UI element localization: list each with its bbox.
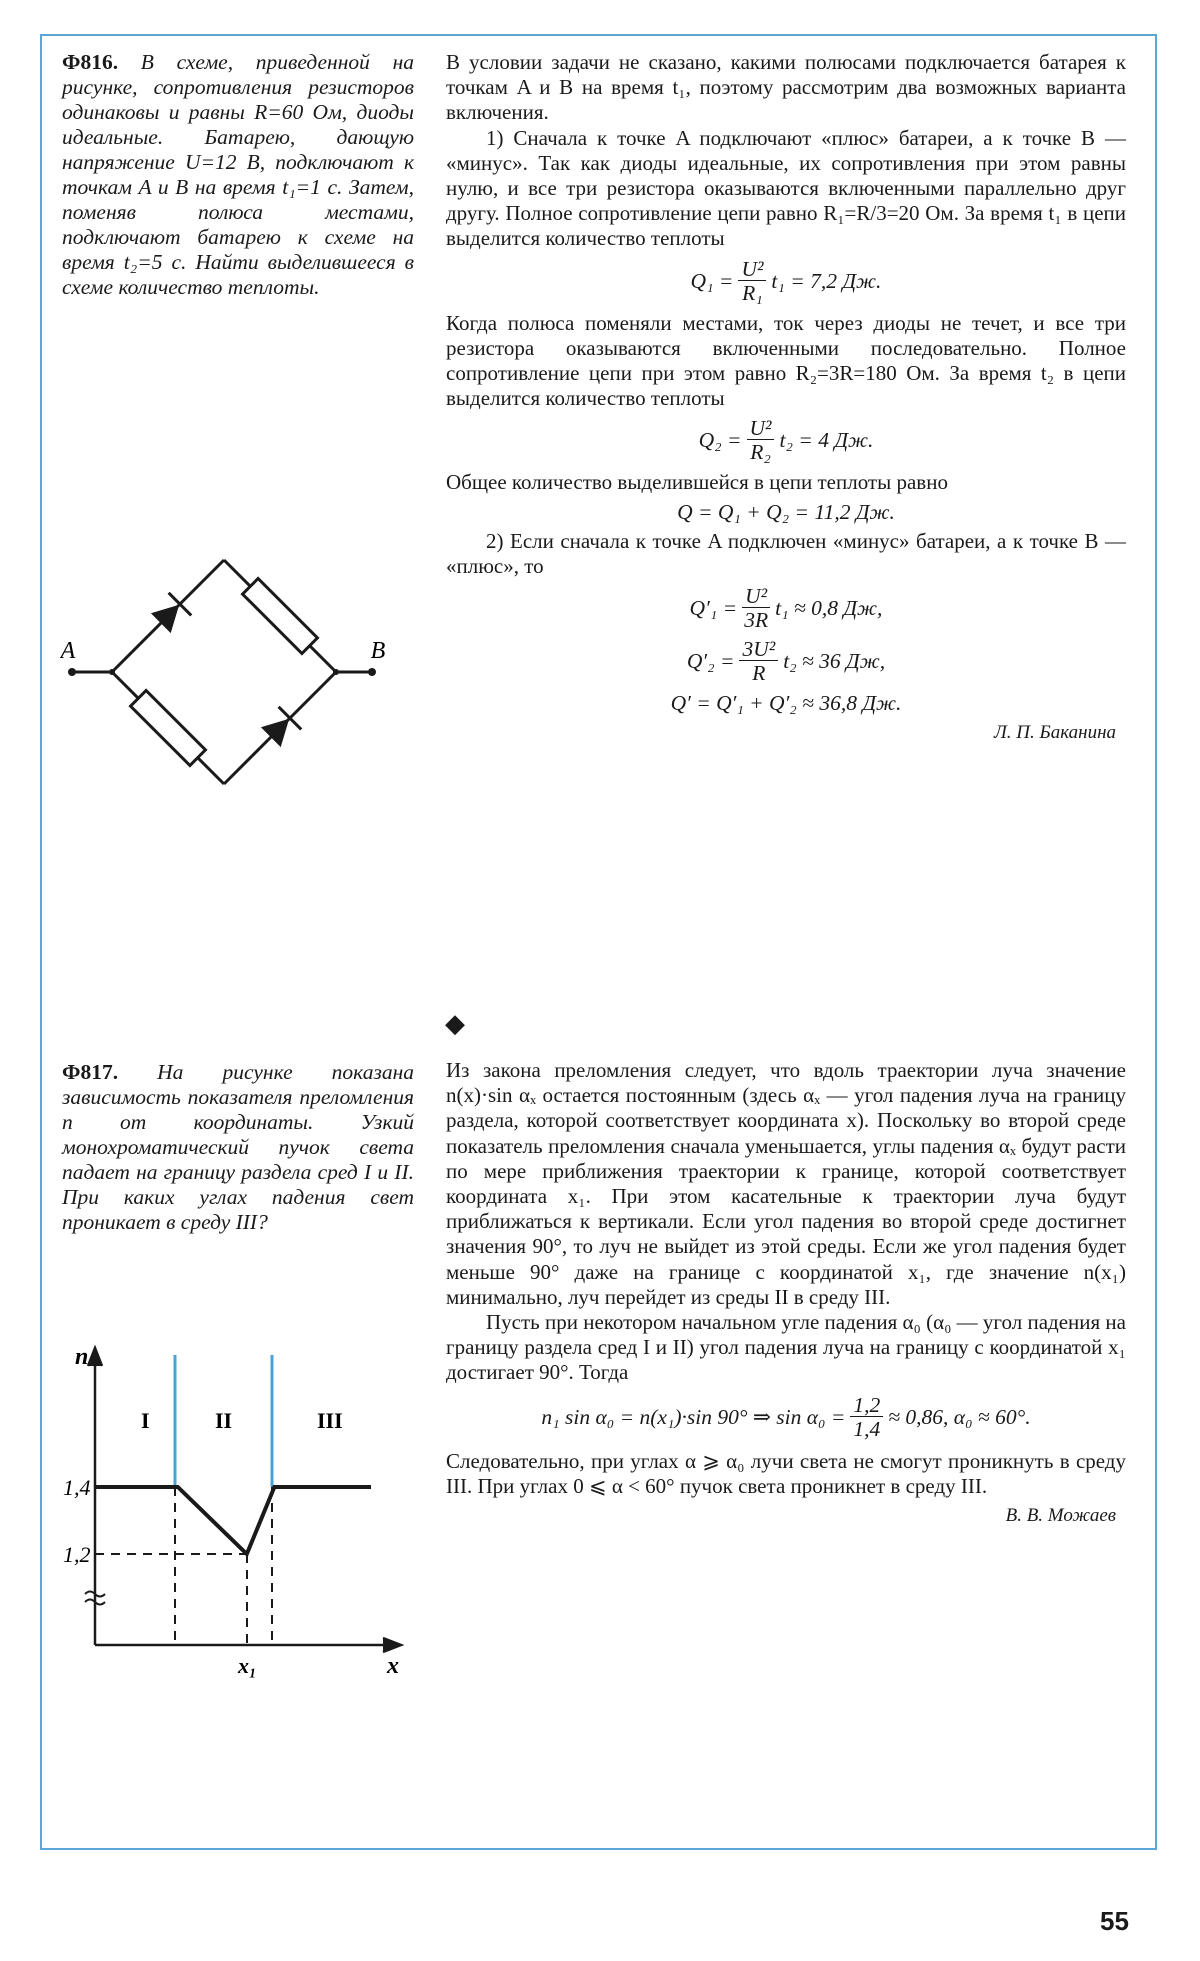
problem-816-condition <box>62 50 414 300</box>
author-817: В. В. Можаев <box>1005 1505 1116 1527</box>
tick-label-1-2: 1,2 <box>63 1542 91 1567</box>
label-b: B <box>370 638 386 664</box>
problem-816-text: В схеме, приведенной на рисунке, сопротивления резисторов одинаковы и равны R=60 Ом, диоды идеальные. Батарею, дающую напряжение U=12 В, подключают к точкам A и B на время t₁=1 с. Затем, поменяв полюса местами, подключают батарею к схеме на время t₂=5 с. Найти выделившееся в схеме количество теплоты. <box>62 50 414 299</box>
circuit-diagram <box>60 550 410 800</box>
axis-label-n: n <box>75 1344 89 1370</box>
formula-q1: Q₁ = $\frac{\text{U²}}{\text{R₁}}$ t₁ = 7,2 Дж. <box>690 256 882 305</box>
problem-816-label: Ф816. <box>62 50 119 74</box>
formula-q-total: Q = Q₁ + Q₂ = 11,2 Дж. <box>677 499 895 524</box>
axis-label-x: x <box>387 1653 399 1679</box>
solution-816-case2: 2) Если сначала к точке A подключен «минус» батареи, а к точке B — «плюс», то <box>446 528 1126 579</box>
separator-diamond: ◆ <box>445 1009 465 1038</box>
terminal-b <box>368 668 376 676</box>
solution-816-swap: Когда полюса поменяли местами, ток через диоды не течет, и все три резистора оказываются включенными последовательно. Полное сопротивление цепи при этом равно R₂=3R=180 Ом. За время t₂ в цепи выделится количество теплоты <box>446 310 1126 411</box>
refraction-graph <box>55 1340 415 1700</box>
resistor-2 <box>131 691 206 766</box>
region-label-3: III <box>317 1408 343 1433</box>
solution-817-p3: Следовательно, при углах α ⩾ α₀ лучи света не смогут проникнуть в среду III. При углах 0 ⩽ α < 60° пучок света проникнет в среду III. <box>446 1448 1126 1498</box>
problem-816-solution <box>446 50 1126 746</box>
n-curve-line <box>95 1487 371 1554</box>
solution-816-intro: В условии задачи не сказано, какими полюсами подключается батарея к точкам A и B на время t₁, поэтому рассмотрим два возможных варианта включения. <box>446 50 1126 125</box>
solution-816-total-text: Общее количество выделившейся в цепи теплоты равно <box>446 470 948 495</box>
solution-817-p2: Пусть при некотором начальном угле падения α₀ (α₀ — угол падения на границу раздела сред I и II) угол падения луча на границу с координатой x₁ достигает 90°. Тогда <box>446 1310 1126 1385</box>
tick-label-x1: x₁ <box>238 1653 257 1678</box>
terminal-a <box>68 668 76 676</box>
formula-q2: Q₂ = $\frac{\text{U²}}{\text{R₂}}$ t₂ = 4 Дж. <box>698 416 874 465</box>
tick-label-1-4: 1,4 <box>63 1475 91 1500</box>
formula-sin-alpha: n₁ sin α₀ = n(x₁)·sin 90° ⇒ sin α₀ = $\frac{1,2}{1,4}$ ≈ 0,86, α₀ ≈ 60°. <box>541 1392 1031 1441</box>
label-a: A <box>60 638 76 664</box>
author-816: Л. П. Баканина <box>993 722 1116 744</box>
problem-817-label: Ф817. <box>62 1060 119 1084</box>
problem-817-condition <box>62 1060 414 1235</box>
solution-817-p1: Из закона преломления следует, что вдоль траектории луча значение n(x)·sin αₓ остается постоянным (здесь αₓ — угол падения луча на границу раздела, которой соответствует координата x). Поскольку во второй среде показатель преломления сначала уменьшается, углы падения αₓ будут расти по мере приближения траектории к границе, которой соответствует координата x₁. При этом касательные к траектории луча будут приближаться к вертикали. Если угол падения во второй среде достигнет значения 90°, то луч не выйдет из этой среды. Если же угол падения будет меньше 90° даже на границе с координатой x₁, где значение n(x₁) минимально, луч перейдет из среды II в среду III. <box>446 1058 1126 1309</box>
resistor-1 <box>243 579 318 654</box>
formula-q2-prime: Q′₂ = $\frac{\text{3U²}}{R}$ t₂ ≈ 36 Дж, <box>686 637 886 686</box>
solution-816-case1: 1) Сначала к точке A подключают «плюс» батареи, а к точке B — «минус». Так как диоды идеальные, их сопротивления при этом равны нулю, и все три резистора оказываются включенными параллельно друг другу. Полное сопротивление цепи равно R₁=R/3=20 Ом. За время t₁ в цепи выделится количество теплоты <box>446 125 1126 251</box>
problem-817-text: На рисунке показана зависимость показателя преломления n от координаты. Узкий монохроматический пучок света падает на границу раздела сред I и II. При каких углах падения свет проникает в среду III? <box>62 1060 414 1234</box>
region-label-1: I <box>141 1408 150 1433</box>
region-label-2: II <box>215 1408 233 1433</box>
formula-q-prime-total: Q′ = Q′₁ + Q′₂ ≈ 36,8 Дж. <box>670 691 902 716</box>
formula-q1-prime: Q′₁ = $\frac{\text{U²}}{3R}$ t₁ ≈ 0,8 Дж, <box>689 584 883 633</box>
page-number: 55 <box>1100 1906 1129 1936</box>
problem-817-solution <box>446 1058 1126 1528</box>
